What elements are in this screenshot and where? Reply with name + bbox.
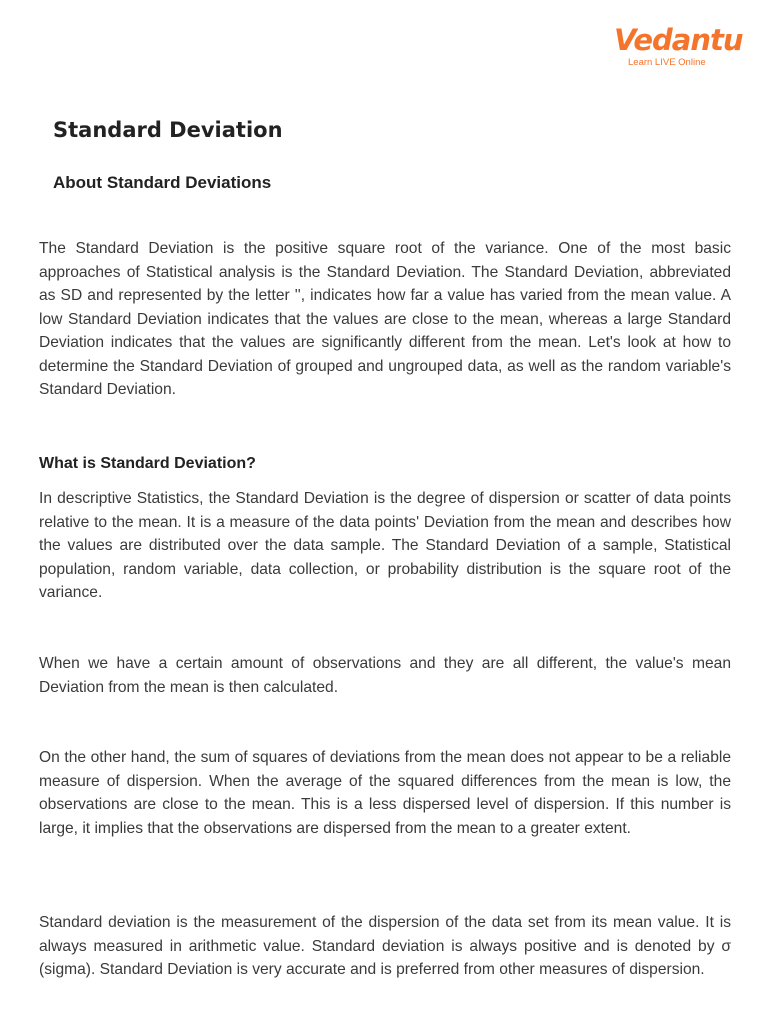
section-heading: What is Standard Deviation? [39, 455, 256, 472]
dispersion-paragraph: On the other hand, the sum of squares of deviations from the mean does not appear to be a reliable measure of dispersion. When the average of the squared differences from the mean is low, the observations are close to the mean. This is a less dispersed level of dispersion. If this number is large, it implies that the observations are dispersed from the mean to a greater extent. [39, 749, 731, 837]
logo-wordmark: Vedantu [614, 23, 743, 57]
subtitle: About Standard Deviations [53, 173, 272, 192]
page-title: Standard Deviation [53, 118, 283, 142]
sigma-paragraph: Standard deviation is the measurement of the dispersion of the data set from its mean value. It is always measured in arithmetic value. Standard deviation is always positive and is denoted by σ (sigma). Standard Deviation is very accurate and is preferred from other measures of dispersion. [39, 914, 731, 978]
definition-paragraph: In descriptive Statistics, the Standard Deviation is the degree of dispersion or scatter of data points relative to the mean. It is a measure of the data points' Deviation from the mean and describes how the values are distributed over the data sample. The Standard Deviation of a sample, Statistical population, random variable, data collection, or probability distribution is the square root of the variance. [39, 490, 731, 601]
vedantu-logo [600, 20, 743, 72]
observations-paragraph: When we have a certain amount of observations and they are all different, the value's mean Deviation from the mean is then calculated. [39, 655, 731, 696]
logo-tagline: Learn LIVE Online [628, 57, 706, 68]
intro-paragraph: The Standard Deviation is the positive square root of the variance. One of the most basic approaches of Statistical analysis is the Standard Deviation. The Standard Deviation, abbreviated as SD and represented by the letter '', indicates how far a value has varied from the mean value. A low Standard Deviation indicates that the values are close to the mean, whereas a large Standard Deviation indicates that the values are significantly different from the mean. Let's look at how to determine the Standard Deviation of grouped and ungrouped data, as well as the random variable's Standard Deviation. [39, 240, 731, 398]
